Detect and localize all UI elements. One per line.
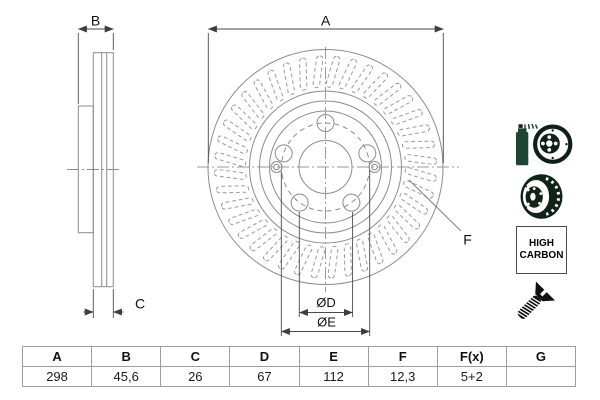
col-a: A	[23, 347, 92, 367]
vent-slot	[214, 152, 247, 167]
vent-slot	[377, 224, 398, 255]
col-g: G	[506, 347, 575, 367]
col-e: E	[299, 347, 368, 367]
val-d: 67	[230, 367, 299, 387]
vent-slot	[373, 82, 402, 107]
vent-leader-f	[409, 180, 461, 231]
dim-c	[84, 289, 124, 318]
coated-disc-spray-icon	[514, 124, 570, 168]
front-view	[197, 47, 459, 292]
spray-can-body	[516, 132, 528, 165]
countersunk-screw-icon	[510, 281, 555, 326]
dim-b	[78, 29, 113, 104]
vent-slot	[230, 104, 258, 131]
vent-slot	[262, 235, 289, 263]
bolt-hole	[343, 194, 360, 211]
val-e: 112	[299, 367, 368, 387]
vent-slot	[402, 141, 434, 148]
high-carbon-line2: CARBON	[519, 250, 564, 261]
spec-header-row	[23, 347, 576, 367]
col-f: F	[368, 347, 437, 367]
val-fx: 5+2	[437, 367, 506, 387]
vent-slot	[328, 246, 339, 279]
spray-can-nozzle	[519, 124, 523, 128]
vent-slot	[249, 227, 278, 252]
bolt-hole	[291, 194, 308, 211]
val-g	[506, 367, 575, 387]
vent-slot	[382, 95, 413, 116]
spec-value-row	[23, 367, 576, 387]
vent-slot	[214, 169, 247, 180]
vent-slot	[228, 208, 260, 225]
vent-slot	[267, 69, 284, 101]
dim-d-label: ØD	[316, 295, 336, 310]
high-carbon-badge	[516, 226, 567, 274]
coated-disc-bore	[546, 140, 552, 146]
vent-slot	[393, 204, 421, 231]
vent-slot	[221, 197, 254, 209]
col-b: B	[92, 347, 161, 367]
vent-slot	[362, 72, 389, 100]
dim-c-label: C	[134, 295, 146, 312]
val-f: 12,3	[368, 367, 437, 387]
disc3d-bore	[530, 193, 535, 201]
vent-slot	[313, 56, 324, 89]
vent-slot	[356, 239, 368, 272]
val-a: 298	[23, 367, 92, 387]
col-fx: F(x)	[437, 347, 506, 367]
vent-slot	[325, 56, 340, 89]
screw-shank	[516, 294, 542, 320]
vent-slot	[391, 109, 423, 126]
dim-a-label: A	[321, 12, 331, 29]
dim-e-label: ØE	[317, 314, 336, 330]
val-b: 45,6	[92, 367, 161, 387]
spec-table	[22, 346, 576, 387]
vent-slot	[283, 62, 295, 95]
vent-slot	[310, 246, 325, 279]
vent-slot	[397, 124, 430, 136]
vented-disc-3d-icon	[521, 174, 563, 219]
dim-f-label: F	[463, 231, 472, 248]
vent-slot	[300, 58, 307, 90]
col-c: C	[161, 347, 230, 367]
vent-slot	[253, 79, 274, 110]
bolt-hole	[275, 145, 292, 162]
vent-slot	[344, 244, 351, 276]
col-d: D	[230, 347, 299, 367]
high-carbon-line1: HIGH	[529, 238, 554, 249]
vent-slot	[404, 154, 437, 165]
vent-slot	[338, 58, 358, 90]
vent-slot	[237, 219, 268, 240]
vent-slot	[293, 244, 313, 276]
side-view	[67, 53, 122, 287]
vent-slot	[217, 135, 249, 155]
vent-slot	[241, 90, 266, 119]
vent-slot	[217, 186, 249, 193]
vent-slot	[386, 214, 411, 243]
dim-b-label: B	[90, 12, 101, 29]
val-c: 26	[161, 367, 230, 387]
